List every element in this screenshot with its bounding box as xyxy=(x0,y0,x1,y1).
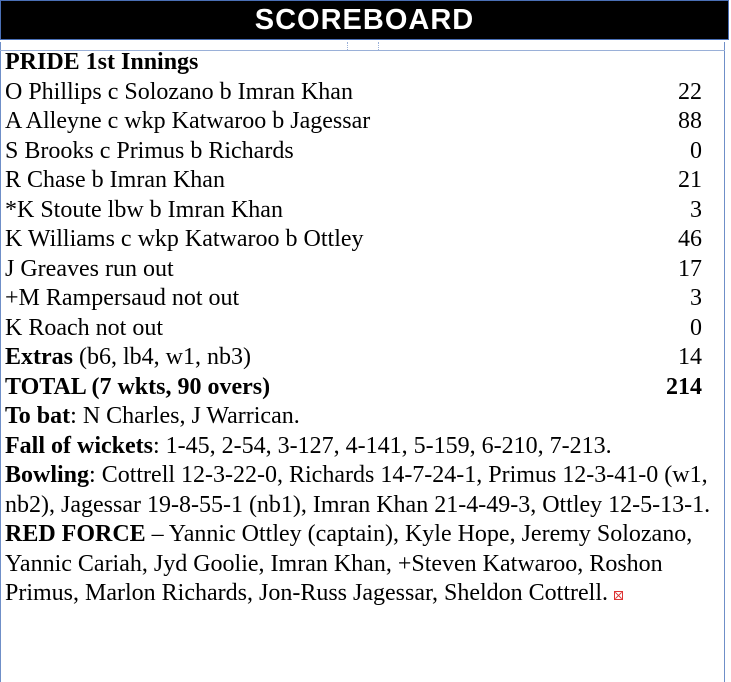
team-paragraph xyxy=(5,520,721,609)
team-text: – Yannic Ottley (captain), Kyle Hope, Jeremy Solozano, Yannic Cariah, Jyd Goolie, Imran Khan, +Steven Katwaroo, Roshon Primus, Marlon Richards, Jon-Russ Jagessar, Sheldon Cottrell. xyxy=(5,521,693,606)
batsman-runs: 21 xyxy=(678,167,702,193)
bowling-paragraph xyxy=(5,461,721,520)
extras-detail: (b6, lb4, w1, nb3) xyxy=(73,344,251,370)
batsman-dismissal: A Alleyne c wkp Katwaroo b Jagessar xyxy=(5,108,371,134)
to-bat-label: To bat xyxy=(5,403,71,429)
batting-row xyxy=(5,314,721,344)
batsman-runs: 3 xyxy=(690,196,702,223)
total-label: TOTAL (7 wkts, 90 overs) xyxy=(5,373,271,400)
batsman-runs: 0 xyxy=(690,314,702,341)
batsman-dismissal: +M Rampersaud not out xyxy=(5,285,240,311)
bowling-label: Bowling xyxy=(5,462,90,488)
batting-row xyxy=(5,166,721,196)
batting-row xyxy=(5,225,721,255)
batsman-runs: 22 xyxy=(678,78,702,105)
batsman-dismissal: J Greaves run out xyxy=(5,255,174,282)
batsman-dismissal: K Williams c wkp Katwaroo b Ottley xyxy=(5,226,364,252)
batsman-dismissal: S Brooks c Primus b Richards xyxy=(5,137,294,164)
batsman-dismissal: *K Stoute lbw b Imran Khan xyxy=(5,196,283,223)
batting-row xyxy=(5,107,721,137)
to-bat-text: : N Charles, J Warrican. xyxy=(70,403,300,429)
batsman-runs: 3 xyxy=(690,285,702,311)
batting-row xyxy=(5,78,721,108)
batsman-dismissal: K Roach not out xyxy=(5,314,163,341)
batsman-runs: 88 xyxy=(678,108,702,134)
to-bat-line xyxy=(5,402,721,432)
banner-title: SCOREBOARD xyxy=(254,3,475,36)
extras-label: Extras xyxy=(5,344,73,370)
batting-row xyxy=(5,137,721,167)
scorecard-text xyxy=(5,48,721,609)
fall-of-wickets-line xyxy=(5,432,721,462)
batting-row xyxy=(5,196,721,226)
total-runs: 214 xyxy=(666,373,702,400)
innings-heading: PRIDE 1st Innings xyxy=(5,49,199,75)
batsman-runs: 46 xyxy=(678,226,702,252)
extras-row xyxy=(5,343,721,373)
text-overflow-icon[interactable] xyxy=(614,591,623,600)
batsman-runs: 0 xyxy=(690,137,702,164)
batting-row xyxy=(5,255,721,285)
scoreboard-banner xyxy=(0,0,729,40)
batting-row xyxy=(5,284,721,314)
fall-of-wickets-label: Fall of wickets xyxy=(5,432,153,459)
bowling-text: : Cottrell 12-3-22-0, Richards 14-7-24-1, Primus 12-3-41-0 (w1, nb2), Jagessar 19-8-55-1 (nb1), Imran Khan 21-4-49-3, Ottley 12-5-13-1. xyxy=(5,462,711,518)
team-label: RED FORCE xyxy=(5,521,146,547)
extras-runs: 14 xyxy=(678,344,702,370)
fall-of-wickets-text: : 1-45, 2-54, 3-127, 4-141, 5-159, 6-210, 7-213. xyxy=(152,432,612,459)
total-row xyxy=(5,373,721,403)
batsman-dismissal: O Phillips c Solozano b Imran Khan xyxy=(5,78,353,105)
batting-list xyxy=(5,78,721,344)
batsman-dismissal: R Chase b Imran Khan xyxy=(5,167,225,193)
batsman-runs: 17 xyxy=(678,255,702,282)
